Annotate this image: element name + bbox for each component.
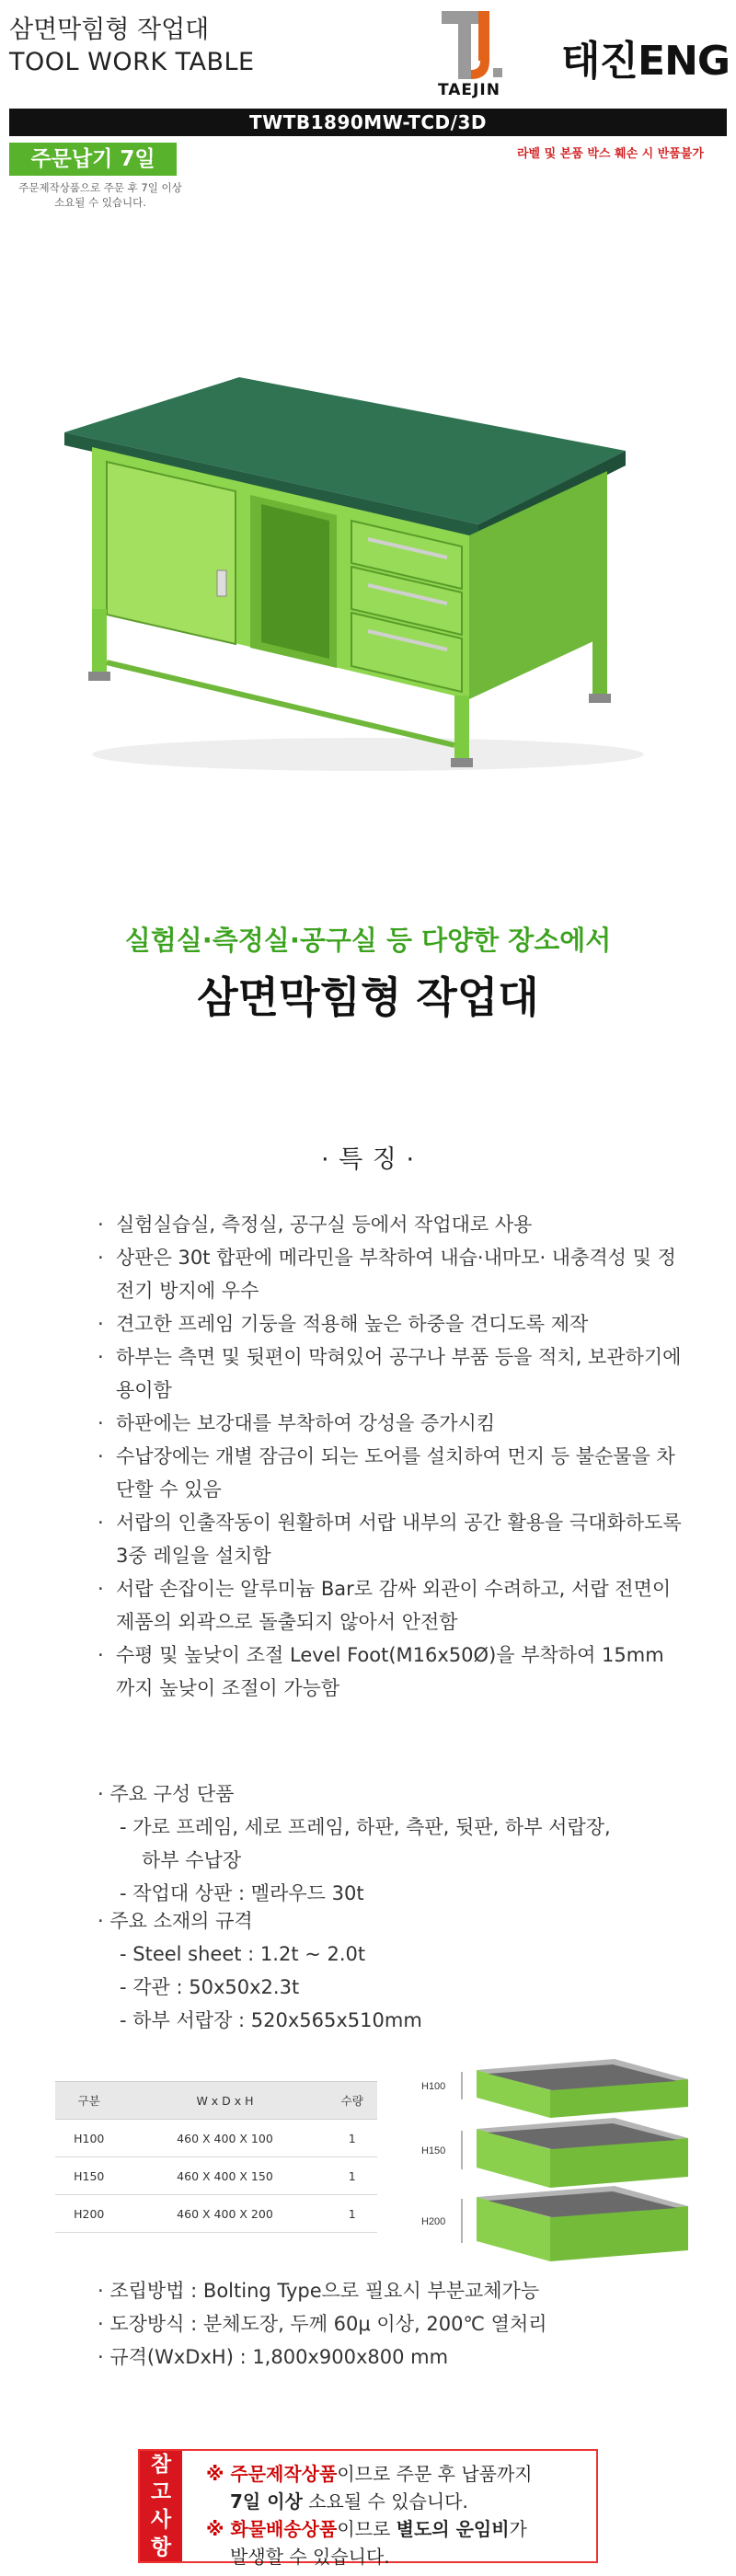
product-image: [55, 368, 681, 782]
table-cell: 1: [328, 2157, 378, 2195]
table-row: [55, 2157, 377, 2195]
materials-line: - Steel sheet : 1.2t ~ 2.0t: [120, 1943, 366, 1965]
notice-text-part: 소요될 수 있습니다.: [302, 2490, 468, 2513]
brand-name: 태진ENG: [561, 38, 730, 85]
notice-text: [206, 2460, 592, 2570]
feature-item: · 수납장에는 개별 잠금이 되는 도어를 설치하여 먼지 등 불순물을 차단할 수 있음: [98, 1440, 686, 1506]
notice-text-part: 이므로 주문 후 납품까지: [337, 2463, 533, 2485]
model-number-bar: TWTB1890MW-TCD/3D: [9, 109, 727, 136]
composition-line: - 가로 프레임, 세로 프레임, 하판, 측판, 뒷판, 하부 서랍장,: [120, 1816, 611, 1838]
materials-section: [98, 1904, 696, 2037]
drawer-label: H200: [421, 2216, 446, 2227]
notice-text-part: 가: [509, 2518, 527, 2540]
table-header: 수량: [328, 2082, 378, 2120]
table-row: [55, 2195, 377, 2233]
features-title: · 특 징 ·: [320, 1145, 416, 1174]
table-row: [55, 2120, 377, 2157]
composition-section: [98, 1777, 696, 1910]
bottom-spec-list: [98, 2274, 696, 2374]
notice-bold: 7일 이상: [230, 2490, 303, 2513]
size-line: · 규격(WxDxH) : 1,800x900x800 mm: [98, 2346, 449, 2368]
headline-sub: 실험실·측정실·공구실 등 다양한 장소에서: [124, 925, 612, 956]
painting-line: · 도장방식 : 분체도장, 두께 60μ 이상, 200℃ 열처리: [98, 2313, 547, 2335]
table-cell: 460 X 400 X 150: [122, 2157, 327, 2195]
drawer-diagram: [421, 2059, 697, 2263]
headline-main: 삼면막힘형 작업대: [197, 972, 539, 1022]
table-cell: H150: [55, 2157, 122, 2195]
materials-line: - 각관 : 50x50x2.3t: [120, 1976, 300, 1998]
feature-item: · 하판에는 보강대를 부착하여 강성을 증가시킴: [98, 1407, 686, 1440]
page-subtitle: TOOL WORK TABLE: [9, 48, 255, 76]
notice-label-text: 참고사항: [150, 2453, 172, 2559]
feature-item: · 수평 및 높낮이 조절 Level Foot(M16x50Ø)을 부착하여 15mm 까지 높낮이 조절이 가능함: [98, 1639, 686, 1705]
taejin-logo-icon: [440, 9, 506, 83]
composition-title: · 주요 구성 단품: [98, 1783, 235, 1805]
feature-item: · 견고한 프레임 기둥을 적용해 높은 하중을 견디도록 제작: [98, 1307, 686, 1340]
table-cell: 460 X 400 X 100: [122, 2120, 327, 2157]
table-header: W x D x H: [122, 2082, 327, 2120]
table-header-row: [55, 2082, 377, 2120]
drawer-label: H100: [421, 2081, 446, 2092]
notice-red: ※ 주문제작상품: [206, 2463, 338, 2485]
brand-sub: TAEJIN: [438, 81, 500, 99]
delivery-note: 주문제작상품으로 주문 후 7일 이상 소요될 수 있습니다.: [18, 181, 182, 209]
notice-bold: 별도의 운임비: [396, 2518, 510, 2540]
table-header: 구분: [55, 2082, 122, 2120]
notice-label: [140, 2451, 182, 2561]
feature-item: · 서랍 손잡이는 알루미늄 Bar로 감싸 외관이 수려하고, 서랍 전면이 제품의 외곽으로 돌출되지 않아서 안전함: [98, 1572, 686, 1639]
page-title: 삼면막힘형 작업대: [9, 16, 210, 44]
drawer-spec-table: [55, 2081, 377, 2233]
table-cell: 1: [328, 2120, 378, 2157]
delivery-badge: 주문납기 7일: [9, 143, 177, 176]
feature-item: · 상판은 30t 합판에 메라민을 부착하여 내습·내마모· 내충격성 및 정전기 방지에 우수: [98, 1241, 686, 1307]
notice-red: ※ 화물배송상품: [206, 2518, 338, 2540]
feature-item: · 서랍의 인출작동이 원활하며 서랍 내부의 공간 활용을 극대화하도록 3중 레일을 설치함: [98, 1506, 686, 1572]
composition-line: 하부 수납장: [142, 1849, 242, 1871]
materials-line: - 하부 서랍장 : 520x565x510mm: [120, 2009, 422, 2031]
materials-title: · 주요 소재의 규격: [98, 1910, 253, 1932]
table-cell: 460 X 400 X 200: [122, 2195, 327, 2233]
table-cell: H100: [55, 2120, 122, 2157]
return-warning: 라벨 및 본품 박스 훼손 시 반품불가: [517, 147, 704, 161]
composition-line: - 작업대 상판 : 멜라우드 30t: [120, 1882, 364, 1904]
feature-item: · 실험실습실, 측정실, 공구실 등에서 작업대로 사용: [98, 1208, 686, 1241]
drawer-label: H150: [421, 2145, 446, 2156]
feature-list: [98, 1208, 686, 1705]
table-cell: H200: [55, 2195, 122, 2233]
notice-text-part: 발생할 수 있습니다.: [230, 2546, 390, 2568]
table-cell: 1: [328, 2195, 378, 2233]
notice-text-part: 이므로: [337, 2518, 397, 2540]
feature-item: · 하부는 측면 및 뒷편이 막혀있어 공구나 부품 등을 적치, 보관하기에 용이함: [98, 1340, 686, 1407]
assembly-line: · 조립방법 : Bolting Type으로 필요시 부분교체가능: [98, 2280, 540, 2302]
